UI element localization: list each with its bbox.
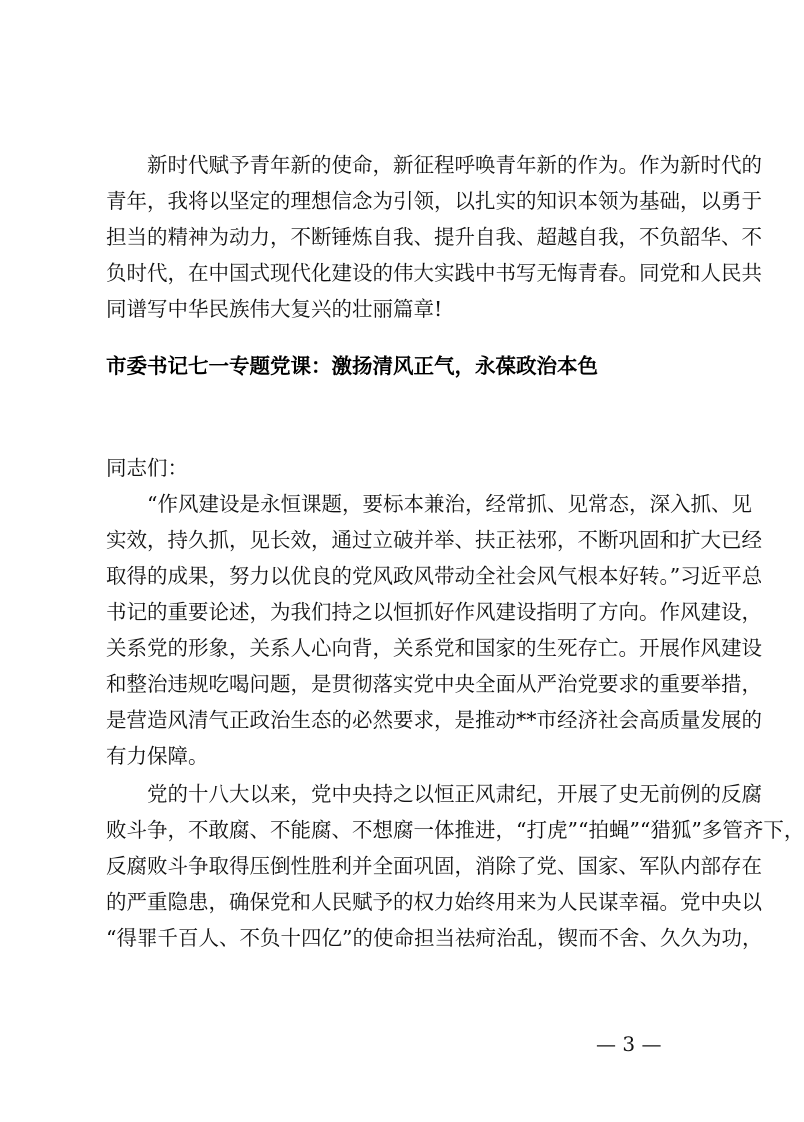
paragraph-line: 书记的重要论述，为我们持之以恒抓好作风建设指明了方向。作风建设， <box>106 600 762 624</box>
paragraph-line: 取得的成果，努力以优良的党风政风带动全社会风气根本好转。”习近平总 <box>106 564 763 588</box>
paragraph-line: 青年，我将以坚定的理想信念为引领，以扎实的知识本领为基础，以勇于 <box>106 189 762 213</box>
paragraph-line: 的严重隐患，确保党和人民赋予的权力始终用来为人民谋幸福。党中央以 <box>106 890 762 914</box>
paragraph-line: 有力保障。 <box>106 744 209 768</box>
paragraph-line: “作风建设是永恒课题，要标本兼治，经常抓、见常态，深入抓、见 <box>106 492 752 516</box>
page-number: — 3 — <box>596 1032 662 1056</box>
paragraph-line: 和整治违规吃喝问题，是贯彻落实党中央全面从严治党要求的重要举措， <box>106 672 762 696</box>
paragraph-line: 担当的精神为动力，不断锤炼自我、提升自我、超越自我，不负韶华、不 <box>106 225 762 249</box>
paragraph-line: 是营造风清气正政治生态的必然要求，是推动**市经济社会高质量发展的 <box>106 708 762 732</box>
paragraph-line: 关系党的形象，关系人心向背，关系党和国家的生死存亡。开展作风建设 <box>106 636 762 660</box>
section-heading: 市委书记七一专题党课：激扬清风正气，永葆政治本色 <box>106 354 598 378</box>
paragraph-line: “得罪千百人、不负十四亿”的使命担当祛疴治乱，锲而不舍、久久为功， <box>106 926 763 950</box>
paragraph-line: 负时代，在中国式现代化建设的伟大实践中书写无悔青春。同党和人民共 <box>106 261 762 285</box>
paragraph-work-style <box>106 486 763 774</box>
paragraph-youth-mission <box>106 147 762 327</box>
paragraph-line: 实效，持久抓，见长效，通过立破并举、扶正祛邪，不断巩固和扩大已经 <box>106 528 762 552</box>
paragraph-line: 反腐败斗争取得压倒性胜利并全面巩固，消除了党、国家、军队内部存在 <box>106 854 762 878</box>
paragraph-anti-corruption <box>106 776 804 956</box>
paragraph-line: 新时代赋予青年新的使命，新征程呼唤青年新的作为。作为新时代的 <box>106 153 762 177</box>
salutation: 同志们： <box>106 456 188 480</box>
paragraph-line: 同谱写中华民族伟大复兴的壮丽篇章! <box>106 297 443 321</box>
paragraph-line: 党的十八大以来，党中央持之以恒正风肃纪，开展了史无前例的反腐 <box>106 782 762 806</box>
paragraph-line: 败斗争，不敢腐、不能腐、不想腐一体推进，“打虎”“拍蝇”“猎狐”多管齐下， <box>106 818 804 842</box>
